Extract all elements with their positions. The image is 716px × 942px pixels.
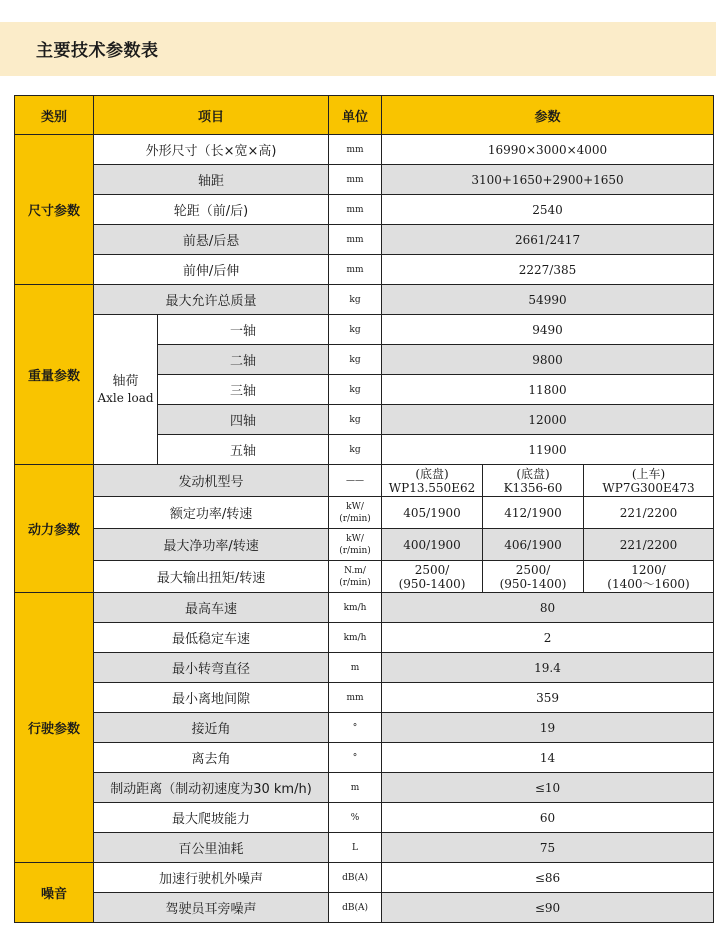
category-dimension: 尺寸参数 — [15, 135, 94, 285]
value-line-1: (上车) — [631, 466, 666, 481]
item-label: 最小转弯直径 — [94, 653, 329, 683]
item-label: 接近角 — [94, 713, 329, 743]
value-cell: 2 — [382, 623, 714, 653]
table-row — [15, 195, 714, 225]
item-label: 驾驶员耳旁噪声 — [94, 893, 329, 923]
table-row — [15, 653, 714, 683]
value-cell — [382, 561, 483, 593]
unit-cell: mm — [329, 135, 382, 165]
value-line-1: 1200/ — [631, 562, 666, 577]
table-row — [15, 285, 714, 315]
unit-line-1: —— — [346, 475, 365, 486]
table-row — [15, 773, 714, 803]
table-row — [15, 465, 714, 497]
value-cell: 12000 — [382, 405, 714, 435]
table-row — [15, 255, 714, 285]
table-row — [15, 833, 714, 863]
item-label: 一轴 — [158, 315, 329, 345]
value-cell — [584, 561, 714, 593]
unit-cell: km/h — [329, 593, 382, 623]
table-row — [15, 315, 714, 345]
category-noise: 噪音 — [15, 863, 94, 923]
item-label: 前悬/后悬 — [94, 225, 329, 255]
unit-cell: dB(A) — [329, 863, 382, 893]
unit-line-1: kW/ — [346, 533, 364, 544]
value-cell: 3100+1650+2900+1650 — [382, 165, 714, 195]
value-cell: 2540 — [382, 195, 714, 225]
item-label: 轴距 — [94, 165, 329, 195]
unit-line-2: (r/min) — [339, 513, 371, 524]
item-label: 发动机型号 — [94, 465, 329, 497]
table-row — [15, 743, 714, 773]
unit-cell: mm — [329, 165, 382, 195]
unit-cell: ° — [329, 713, 382, 743]
value-cell: ≤90 — [382, 893, 714, 923]
value-cell: ≤10 — [382, 773, 714, 803]
value-cell: 11800 — [382, 375, 714, 405]
unit-cell: mm — [329, 195, 382, 225]
item-label: 二轴 — [158, 345, 329, 375]
value-line-1: (底盘) — [516, 466, 550, 481]
unit-line-2: (r/min) — [339, 545, 371, 556]
value-cell: 9800 — [382, 345, 714, 375]
table-row — [15, 135, 714, 165]
table-row — [15, 497, 714, 529]
value-cell: 221/2200 — [584, 529, 714, 561]
axle-load-label — [94, 315, 158, 465]
item-label: 百公里油耗 — [94, 833, 329, 863]
unit-cell: dB(A) — [329, 893, 382, 923]
value-cell: 19.4 — [382, 653, 714, 683]
value-cell: 54990 — [382, 285, 714, 315]
value-cell: 400/1900 — [382, 529, 483, 561]
spec-table — [14, 95, 714, 923]
value-line-1: (底盘) — [415, 466, 449, 481]
value-cell: 75 — [382, 833, 714, 863]
value-cell — [483, 465, 584, 497]
unit-cell — [329, 497, 382, 529]
unit-cell: kg — [329, 405, 382, 435]
item-label: 离去角 — [94, 743, 329, 773]
table-row — [15, 561, 714, 593]
item-label: 外形尺寸（长×宽×高) — [94, 135, 329, 165]
header-category: 类别 — [15, 96, 94, 135]
table-row — [15, 593, 714, 623]
unit-cell: % — [329, 803, 382, 833]
value-line-2: (950-1400) — [398, 576, 466, 591]
unit-cell: mm — [329, 255, 382, 285]
unit-line-1: kW/ — [346, 501, 364, 512]
item-label: 最大允许总质量 — [94, 285, 329, 315]
unit-cell — [329, 529, 382, 561]
unit-cell: kg — [329, 435, 382, 465]
unit-cell — [329, 465, 382, 497]
unit-cell: kg — [329, 285, 382, 315]
value-cell: 14 — [382, 743, 714, 773]
item-label: 五轴 — [158, 435, 329, 465]
table-row — [15, 713, 714, 743]
item-label: 最大净功率/转速 — [94, 529, 329, 561]
axle-load-en: Axle load — [97, 390, 154, 405]
value-cell: 9490 — [382, 315, 714, 345]
value-cell: 11900 — [382, 435, 714, 465]
value-cell: 16990×3000×4000 — [382, 135, 714, 165]
item-label: 轮距（前/后) — [94, 195, 329, 225]
value-line-2: (950-1400) — [499, 576, 567, 591]
value-cell — [483, 561, 584, 593]
item-label: 四轴 — [158, 405, 329, 435]
title-bar — [0, 22, 716, 76]
category-driving: 行驶参数 — [15, 593, 94, 863]
unit-cell: m — [329, 653, 382, 683]
item-label: 额定功率/转速 — [94, 497, 329, 529]
unit-cell: L — [329, 833, 382, 863]
unit-cell: kg — [329, 315, 382, 345]
table-row — [15, 803, 714, 833]
category-weight: 重量参数 — [15, 285, 94, 465]
axle-load-cn: 轴荷 — [112, 373, 139, 389]
value-line-1: 2500/ — [414, 562, 450, 577]
unit-cell: ° — [329, 743, 382, 773]
value-cell: 405/1900 — [382, 497, 483, 529]
value-cell: ≤86 — [382, 863, 714, 893]
value-line-2: (1400～1600) — [607, 576, 690, 591]
item-label: 最大爬坡能力 — [94, 803, 329, 833]
header-unit: 单位 — [329, 96, 382, 135]
table-row — [15, 225, 714, 255]
header-item: 项目 — [94, 96, 329, 135]
table-row — [15, 529, 714, 561]
item-label: 最高车速 — [94, 593, 329, 623]
value-cell: 2227/385 — [382, 255, 714, 285]
table-row — [15, 683, 714, 713]
value-cell: 2661/2417 — [382, 225, 714, 255]
value-cell: 412/1900 — [483, 497, 584, 529]
item-label: 最低稳定车速 — [94, 623, 329, 653]
unit-cell — [329, 561, 382, 593]
value-line-2: K1356-60 — [503, 480, 563, 495]
item-label: 三轴 — [158, 375, 329, 405]
value-cell: 19 — [382, 713, 714, 743]
value-cell: 406/1900 — [483, 529, 584, 561]
unit-cell: km/h — [329, 623, 382, 653]
unit-cell: mm — [329, 683, 382, 713]
item-label: 加速行驶机外噪声 — [94, 863, 329, 893]
item-label: 前伸/后伸 — [94, 255, 329, 285]
value-cell: 221/2200 — [584, 497, 714, 529]
table-row — [15, 893, 714, 923]
value-line-1: 2500/ — [515, 562, 551, 577]
value-cell: 60 — [382, 803, 714, 833]
value-line-2: WP7G300E473 — [602, 480, 695, 495]
item-label: 制动距离（制动初速度为30 km/h) — [94, 773, 329, 803]
table-row — [15, 623, 714, 653]
table-row — [15, 863, 714, 893]
category-power: 动力参数 — [15, 465, 94, 593]
unit-cell: kg — [329, 345, 382, 375]
header-row — [15, 96, 714, 135]
item-label: 最大输出扭矩/转速 — [94, 561, 329, 593]
value-cell — [584, 465, 714, 497]
unit-cell: mm — [329, 225, 382, 255]
value-cell: 80 — [382, 593, 714, 623]
table-row — [15, 165, 714, 195]
header-params: 参数 — [382, 96, 714, 135]
page-title: 主要技术参数表 — [36, 41, 159, 61]
value-cell: 359 — [382, 683, 714, 713]
unit-cell: m — [329, 773, 382, 803]
value-cell — [382, 465, 483, 497]
unit-line-1: N.m/ — [344, 565, 366, 576]
unit-line-2: (r/min) — [339, 577, 371, 588]
item-label: 最小离地间隙 — [94, 683, 329, 713]
unit-cell: kg — [329, 375, 382, 405]
value-line-2: WP13.550E62 — [388, 480, 476, 495]
